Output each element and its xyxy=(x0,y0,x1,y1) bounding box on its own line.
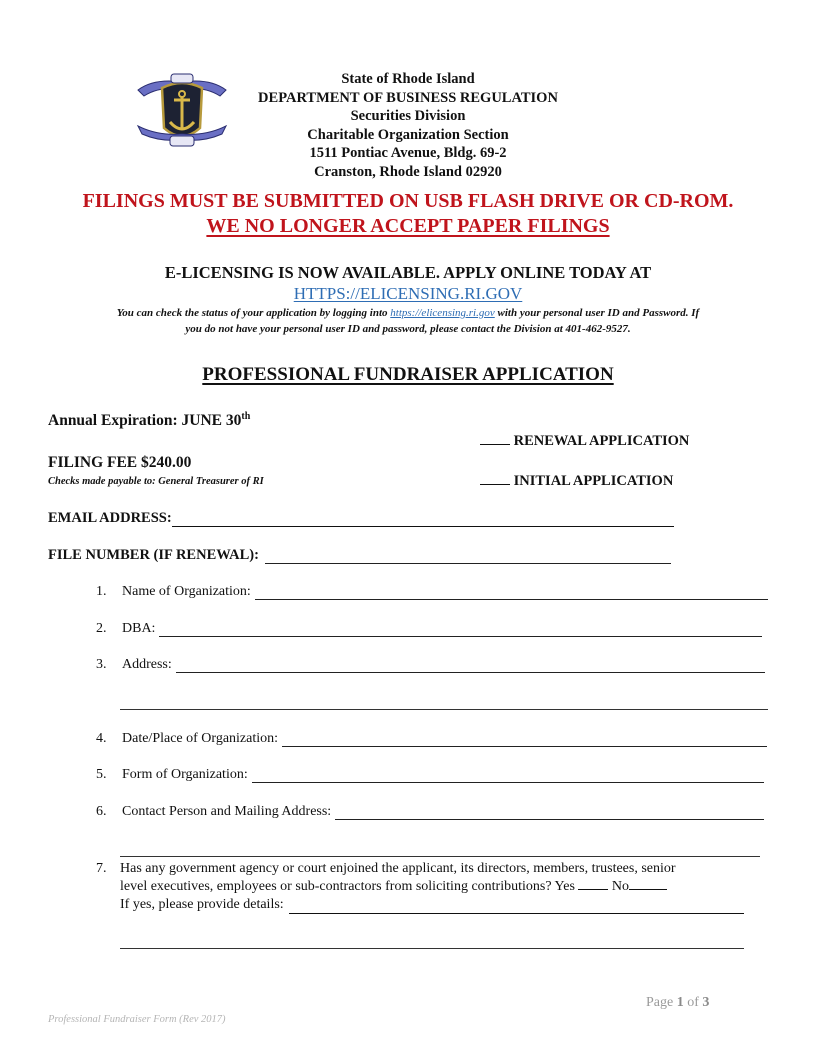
initial-checkbox-blank[interactable] xyxy=(480,484,510,485)
header-city: Cranston, Rhode Island 02920 xyxy=(314,163,502,180)
elicensing-heading: E-LICENSING IS NOW AVAILABLE. APPLY ONLINE TODAY AT xyxy=(164,263,652,282)
elicensing-block xyxy=(0,263,816,337)
date-place-field[interactable] xyxy=(282,734,767,747)
page-indicator: Page 1 of 3 xyxy=(646,995,710,1010)
initial-option: INITIAL APPLICATION xyxy=(480,473,673,490)
q7-details-field-line2[interactable] xyxy=(120,947,744,949)
q7-details-row: If yes, please provide details: xyxy=(120,896,744,914)
contact-person-field[interactable] xyxy=(335,807,764,820)
filing-fee: FILING FEE $240.00 xyxy=(48,454,192,471)
email-field[interactable] xyxy=(172,514,674,527)
header-division: Securities Division xyxy=(350,108,466,124)
file-number-field[interactable] xyxy=(265,551,671,564)
header-address: 1511 Pontiac Avenue, Bldg. 69-2 xyxy=(309,145,507,161)
item-dba: 2. DBA: xyxy=(96,621,762,637)
header-section: Charitable Organization Section xyxy=(307,126,509,143)
form-revision: Professional Fundraiser Form (Rev 2017) xyxy=(48,1014,226,1025)
q7-no-blank[interactable] xyxy=(629,889,667,890)
q7-yes-blank[interactable] xyxy=(578,889,608,890)
dba-field[interactable] xyxy=(159,624,762,637)
renewal-option: RENEWAL APPLICATION xyxy=(480,433,689,450)
address-field-line2[interactable] xyxy=(120,708,768,710)
submission-notice xyxy=(0,189,816,239)
item-address: 3. Address: xyxy=(96,657,765,673)
contact-person-field-line2[interactable] xyxy=(120,855,760,857)
annual-expiration: Annual Expiration: JUNE 30th xyxy=(48,410,251,429)
name-of-organization-field[interactable] xyxy=(255,587,768,600)
form-of-organization-field[interactable] xyxy=(252,770,764,783)
header-department: DEPARTMENT OF BUSINESS REGULATION xyxy=(258,89,558,106)
item-contact-person: 6. Contact Person and Mailing Address: xyxy=(96,804,764,820)
file-number-row xyxy=(48,547,671,564)
agency-header xyxy=(0,70,816,181)
notice-line-usb: FILINGS MUST BE SUBMITTED ON USB FLASH DRIVE OR CD-ROM. xyxy=(82,190,734,212)
renewal-checkbox-blank[interactable] xyxy=(480,444,510,445)
file-number-label: FILE NUMBER (IF RENEWAL): xyxy=(48,547,259,563)
item-date-place-of-organization: 4. Date/Place of Organization: xyxy=(96,731,767,747)
question-7: 7. Has any government agency or court enjoined the applicant, its directors, members, trustees, senior level executives, employees or sub-contractors from soliciting contributions? Yes No If yes, please provide details: xyxy=(96,860,776,914)
address-field[interactable] xyxy=(176,660,765,673)
item-form-of-organization: 5. Form of Organization: xyxy=(96,767,764,783)
item-name-of-organization: 1. Name of Organization: xyxy=(96,584,768,600)
notice-line-no-paper: WE NO LONGER ACCEPT PAPER FILINGS xyxy=(206,215,610,237)
form-title: PROFESSIONAL FUNDRAISER APPLICATION xyxy=(202,364,614,385)
elicensing-url-link[interactable]: HTTPS://ELICENSING.RI.GOV xyxy=(293,284,523,303)
email-label: EMAIL ADDRESS: xyxy=(48,510,172,526)
header-state: State of Rhode Island xyxy=(341,71,475,87)
elicensing-note-link[interactable]: https://elicensing.ri.gov xyxy=(390,307,495,319)
elicensing-note-line2: you do not have your personal user ID and password, please contact the Division at 401-462-9527. xyxy=(185,323,631,335)
q7-line1: Has any government agency or court enjoined the applicant, its directors, members, trustees, senior xyxy=(120,861,676,876)
checks-payable-note: Checks made payable to: General Treasurer of RI xyxy=(48,476,264,487)
q7-line2: level executives, employees or sub-contractors from soliciting contributions? Yes No xyxy=(120,878,776,896)
email-row xyxy=(48,510,674,527)
elicensing-note: You can check the status of your application by logging into https://elicensing.ri.gov with your personal user ID and Password. If xyxy=(116,307,700,319)
q7-details-field[interactable] xyxy=(289,901,744,914)
